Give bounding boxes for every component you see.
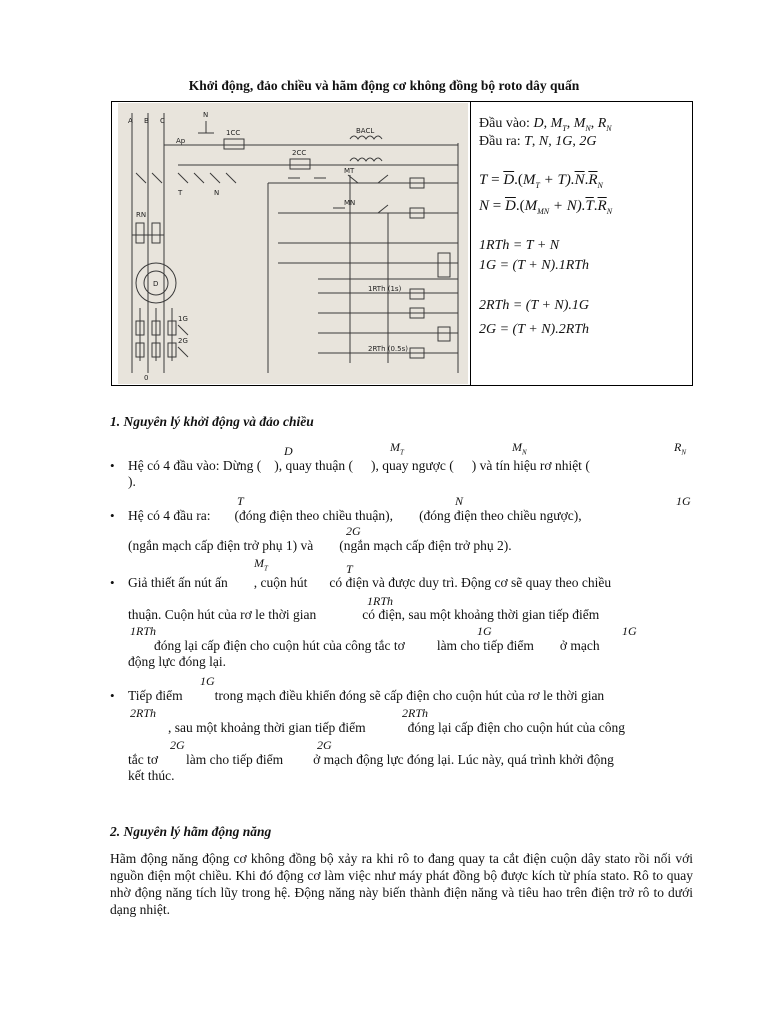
sym-2g-b4b: 2G (317, 738, 332, 752)
sym-t-b3: T (346, 562, 353, 576)
label-ap: Ap (176, 137, 186, 145)
sym-2g: 2G (346, 524, 361, 538)
equation-1g: 1G = (T + N).1RTh (479, 258, 590, 273)
section1-heading: 1. Nguyên lý khởi động và đảo chiều (110, 414, 314, 429)
sym-1rth-b3b: 1RTh (130, 624, 157, 638)
bullet1-line1: Hệ có 4 đầu vào: Dừng ( ), quay thuận ( ), quay ngược ( ) và tín hiệu rơ nhiệt ( (128, 458, 590, 473)
sym-1g: 1G (676, 494, 691, 508)
bullet-dot: • (110, 458, 115, 473)
bullet-dot: • (110, 575, 115, 590)
sym-1g-b3: 1G (477, 624, 492, 638)
label-a: A (128, 117, 133, 125)
sym-2g-b4: 2G (170, 738, 185, 752)
inputs-row: Đầu vào: D, $M_T$, $M_N$, $R_N$ (479, 116, 612, 133)
label-2rth: 2RTh (0.5s) (368, 345, 408, 353)
bullet2-line2: (ngắn mạch cấp điện trở phụ 1) và (ngắn mạch cấp điện trở phụ 2). (128, 538, 512, 553)
equation-t: $T = \overline{D}.(M_T + T).\overline{N}.\overline{R}_N$ (479, 172, 603, 190)
label-zero: 0 (144, 374, 149, 382)
label-d: D (153, 280, 159, 288)
equation-2rth: 2RTh = (T + N).1G (479, 298, 590, 313)
sym-mt: $M_T$ (390, 440, 404, 457)
section2-heading: 2. Nguyên lý hãm động năng (110, 824, 272, 839)
bullet4-line3: tắc tơ làm cho tiếp điểm ở mạch động lực đóng lại. Lúc này, quá trình khởi động (128, 752, 614, 767)
label-rn: RN (136, 211, 147, 219)
sym-mn: $M_N$ (512, 440, 527, 457)
label-1g: 1G (178, 315, 188, 323)
sym-1rth-b3: 1RTh (367, 594, 394, 608)
label-1cc: 1CC (226, 129, 241, 137)
label-c: C (160, 117, 165, 125)
section2-body: Hãm động năng động cơ không đồng bộ xảy ra khi rô to đang quay ta cắt điện cuộn dây stato rồi nối với nguồn điện một chiều. Khi đó động cơ làm việc như máy phát đồng bộ được kích từ phía stato. Rô to quay nhờ động năng tích lũy trong hệ. Động năng này biến thành điện năng và tiêu hao trên điện trở rô to dưới dạng nhiệt. (110, 851, 693, 917)
bullet-dot: • (110, 508, 115, 523)
bullet3-line1: Giả thiết ấn nút ấn , cuộn hút có điện và được duy trì. Động cơ sẽ quay theo chiều (128, 575, 612, 590)
bullet3-line2: thuận. Cuộn hút của rơ le thời gian có điện, sau một khoảng thời gian tiếp điểm (128, 607, 600, 622)
bullet3-line3: đóng lại cấp điện cho cuộn hút của công tắc tơ làm cho tiếp điểm ở mạch (154, 638, 600, 653)
sym-1g-b4: 1G (200, 674, 215, 688)
sym-t: T (237, 494, 244, 508)
equation-2g: 2G = (T + N).2RTh (479, 322, 590, 337)
sym-d: D (284, 444, 293, 458)
label-b: B (144, 117, 149, 125)
circuit-diagram-photo (118, 103, 468, 384)
bullet4-line4: kết thúc. (128, 768, 175, 783)
bullet4-line1: Tiếp điểm trong mạch điều khiển đóng sẽ cấp điện cho cuộn hút của rơ le thời gian (128, 688, 605, 703)
outputs-row: Đầu ra: T, N, 1G, 2G (479, 134, 597, 149)
sym-2rth-b4b: 2RTh (402, 706, 429, 720)
label-2cc: 2CC (292, 149, 307, 157)
figure-divider (470, 102, 471, 385)
bullet3-line4: động lực đóng lại. (128, 654, 227, 669)
equation-n: $N = \overline{D}.(M_{MN} + N).\overline{T}.\overline{R}_N$ (479, 198, 613, 216)
label-bacl: BACL (356, 127, 375, 135)
sym-rn: $R_N$ (674, 440, 687, 457)
label-mn: MN (344, 199, 356, 207)
label-n: N (203, 111, 209, 119)
sym-n: N (455, 494, 464, 508)
sym-2rth-b4: 2RTh (130, 706, 157, 720)
label-1rth: 1RTh (1s) (368, 285, 402, 293)
label-2g: 2G (178, 337, 188, 345)
bullet-dot: • (110, 688, 115, 703)
figure-box (111, 101, 693, 386)
circuit-diagram (118, 103, 468, 384)
bullet1-line2: ). (128, 474, 136, 489)
label-mt: MT (344, 167, 355, 175)
bullet2-line1: Hệ có 4 đầu ra: (đóng điện theo chiều thuận), (đóng điện theo chiều ngược), (128, 508, 582, 523)
sym-mt-b3: $M_T$ (254, 556, 268, 573)
bullet4-line2: , sau một khoảng thời gian tiếp điểm đóng lại cấp điện cho cuộn hút của công (168, 720, 626, 735)
equation-1rth: 1RTh = T + N (479, 238, 560, 253)
document-title: Khởi động, đảo chiều và hãm động cơ không đồng bộ roto dây quấn (188, 78, 580, 93)
label-n2: N (214, 189, 220, 197)
sym-1g-b3b: 1G (622, 624, 637, 638)
label-t: T (178, 189, 183, 197)
